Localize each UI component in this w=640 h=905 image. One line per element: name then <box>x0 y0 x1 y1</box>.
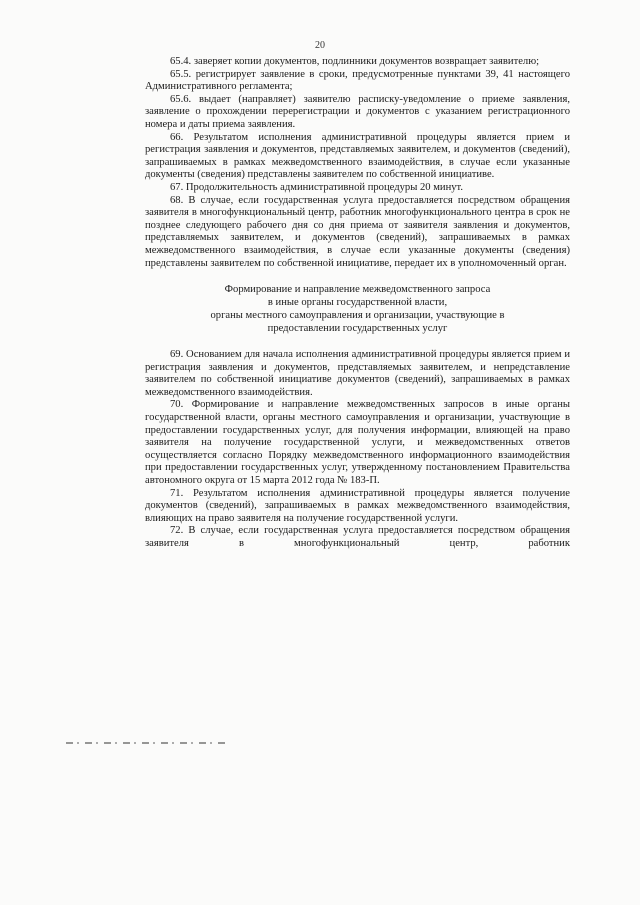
paragraph-69: 69. Основанием для начала исполнения административной процедуры является прием и регистрация заявления и документов, представляемых заявителем, и непредставление заявителем по собственной инициативе документов (сведений), запрашиваемых в рамках межведомственного взаимодействия. <box>145 349 570 398</box>
paragraph-65-4: 65.4. заверяет копии документов, подлинники документов возвращает заявителю; <box>170 56 540 67</box>
section-heading-line: органы местного самоуправления и организации, участвующие в <box>210 310 505 322</box>
paragraph-65-5: 65.5. регистрирует заявление в сроки, предусмотренные пунктами 39, 41 настоящего Административного регламента; <box>145 68 570 93</box>
section-heading-line: Формирование и направление межведомственного запроса <box>224 284 491 296</box>
scan-artifact <box>66 742 226 744</box>
section-heading-line: в иные органы государственной власти, <box>267 297 448 309</box>
section-heading-line: предоставлении государственных услуг <box>267 323 448 335</box>
document-body <box>145 56 570 551</box>
paragraph-72: 72. В случае, если государственная услуга предоставляется посредством обращения заявителя в многофункциональный центр, работник <box>145 525 570 549</box>
paragraph-67: 67. Продолжительность административной процедуры 20 минут. <box>170 181 464 193</box>
paragraph-70: 70. Формирование и направление межведомственных запросов в иные органы государственной власти, органы местного самоуправления и организации, участвующие в предоставлении государственных услуг, для получения информации, влияющей на право заявителя на получение государственной услуги, и межведомственных ответов осуществляется согласно Порядку межведомственного информационного взаимодействия при предоставлении государственных услуг, утвержденному постановлением Правительства автономного округа от 15 марта 2012 года № 183-П. <box>145 399 570 487</box>
paragraph-65-6: 65.6. выдает (направляет) заявителю расписку-уведомление о приеме заявления, заявление о прохождении перерегистрации и документов с указанием регистрационного номера и даты приема заявления. <box>145 93 570 130</box>
paragraph-66: 66. Результатом исполнения административной процедуры является прием и регистрация заявления и документов, представляемых заявителем, и документов (сведений), запрашиваемых в рамках межведомственного взаимодействия, в случае если указанные документы (сведения) представлены заявителем по собственной инициативе. <box>145 131 570 181</box>
paragraph-68: 68. В случае, если государственная услуга предоставляется посредством обращения заявителя в многофункциональный центр, работник многофункционального центра в срок не позднее следующего рабочего дня со дня приема от заявителя заявления и документов, представляемых заявителем, и документов (сведений), запрашиваемых в рамках межведомственного взаимодействия, в случае если указанные документы (сведения) представлены заявителем по собственной инициативе, передает их в уполномоченный орган. <box>145 194 570 269</box>
page-number: 20 <box>315 40 325 51</box>
paragraph-71: 71. Результатом исполнения административной процедуры является получение документов (сведений), запрашиваемых в рамках межведомственного взаимодействия, влияющих на право заявителя на получение государственной услуги. <box>145 487 570 524</box>
section-heading <box>145 283 570 335</box>
